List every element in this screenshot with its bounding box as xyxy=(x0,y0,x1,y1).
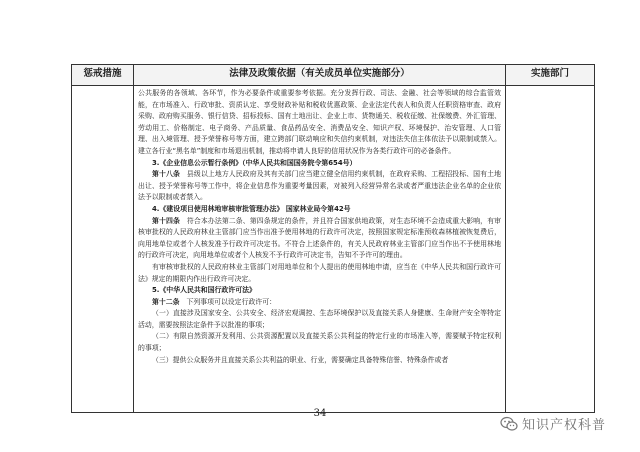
cell-department xyxy=(506,86,595,413)
table-row xyxy=(72,86,595,413)
paragraph: （二）有限自然资源开发利用、公共资源配置以及直接关系公共利益的特定行业的市场准入等，需要赋予特定权利的事项； xyxy=(138,332,501,353)
law-article xyxy=(138,297,501,309)
legal-basis-text xyxy=(134,86,505,412)
policy-table xyxy=(71,64,595,413)
law-title: 4.《建设项目使用林地审核审批管理办法》 国家林业局令第42号 xyxy=(152,204,351,213)
law-article xyxy=(138,216,501,262)
wechat-icon xyxy=(500,416,518,432)
page-number: 34 xyxy=(313,408,327,419)
table-header-row xyxy=(72,65,595,86)
law-title: 3.《企业信息公示暂行条例》（中华人民共和国国务院令第654号） xyxy=(152,158,357,167)
article-number: 第十八条 xyxy=(152,170,180,179)
law-title: 5.《中华人民共和国行政许可法》 xyxy=(152,286,256,295)
cell-legal-basis xyxy=(134,86,506,413)
article-text: 下列事项可以设定行政许可： xyxy=(186,297,277,306)
article-text: 县级以上地方人民政府及其有关部门应当建立健全信用约束机制，在政府采购、工程招投标、国有土地出让、授予荣誉称号等工作中，将企业信息作为重要考量因素，对被列入经营异常名录或者严重违法企业名单的企业依法予以限制或者禁入。 xyxy=(138,170,502,202)
header-legal-basis: 法律及政策依据（有关成员单位实施部分） xyxy=(134,65,506,86)
article-number: 第十四条 xyxy=(152,216,180,225)
paragraph: （三）提供公众服务并且直接关系公共利益的职业、行业，需要确定具备特殊信誉、特殊条件或者 xyxy=(152,355,449,364)
header-department: 实施部门 xyxy=(506,65,595,86)
paragraph: 有审核审批权的人民政府林业主管部门对用地单位和个人提出的使用林地申请，应当在《中华人民共和国行政许可法》规定的期限内作出行政许可决定。 xyxy=(138,262,501,283)
article-number: 第十二条 xyxy=(152,297,180,306)
cell-measures xyxy=(72,86,134,413)
paragraph: （一）直接涉及国家安全、公共安全、经济宏观调控、生态环境保护以及直接关系人身健康、生命财产安全等特定活动，需要按照法定条件予以批准的事项； xyxy=(138,309,501,329)
watermark xyxy=(500,414,606,433)
article-text: 符合本办法第二条、第四条规定的条件，并且符合国家供地政策，对生态环境不会造成重大影响，有审核审批权的人民政府林业主管部门应当作出准予使用林地的行政许可决定，按照国家规定标准预收森林植被恢复费后，向用地单位或者个人核发准予行政许可决定书。不符合上述条件的，有关人民政府林业主管部门应当作出不予使用林地的行政许可决定，向用地单位或者个人核发不予行政许可决定书，告知不予许可的理由。 xyxy=(138,216,502,260)
law-article xyxy=(138,169,501,204)
paragraph: 公共服务的各领域、各环节，作为必要条件或重要参考依据。充分发挥行政、司法、金融、社会等领域的综合监管效能，在市场准入、行政审批、资质认定、享受财政补贴和税收优惠政策、企业法定代表人和负责人任职资格审查、政府采购、政府购买服务、银行信贷、招标投标、国有土地出让、企业上市、货物通关、税收征缴、社保缴费、外汇管理、劳动用工、价格制定、电子商务、产品质量、食品药品安全、消费品安全、知识产权、环境保护、治安管理、人口管理、出入境管理、授予荣誉称号等方面，建立跨部门联动响应和失信约束机制，对违法失信主体依法予以限制或禁入。建立各行业“黑名单”制度和市场退出机制，推动将申请人良好的信用状况作为各类行政许可的必备条件。 xyxy=(138,89,501,155)
watermark-text: 知识产权科普 xyxy=(522,418,607,433)
header-measures: 惩戒措施 xyxy=(72,65,134,86)
